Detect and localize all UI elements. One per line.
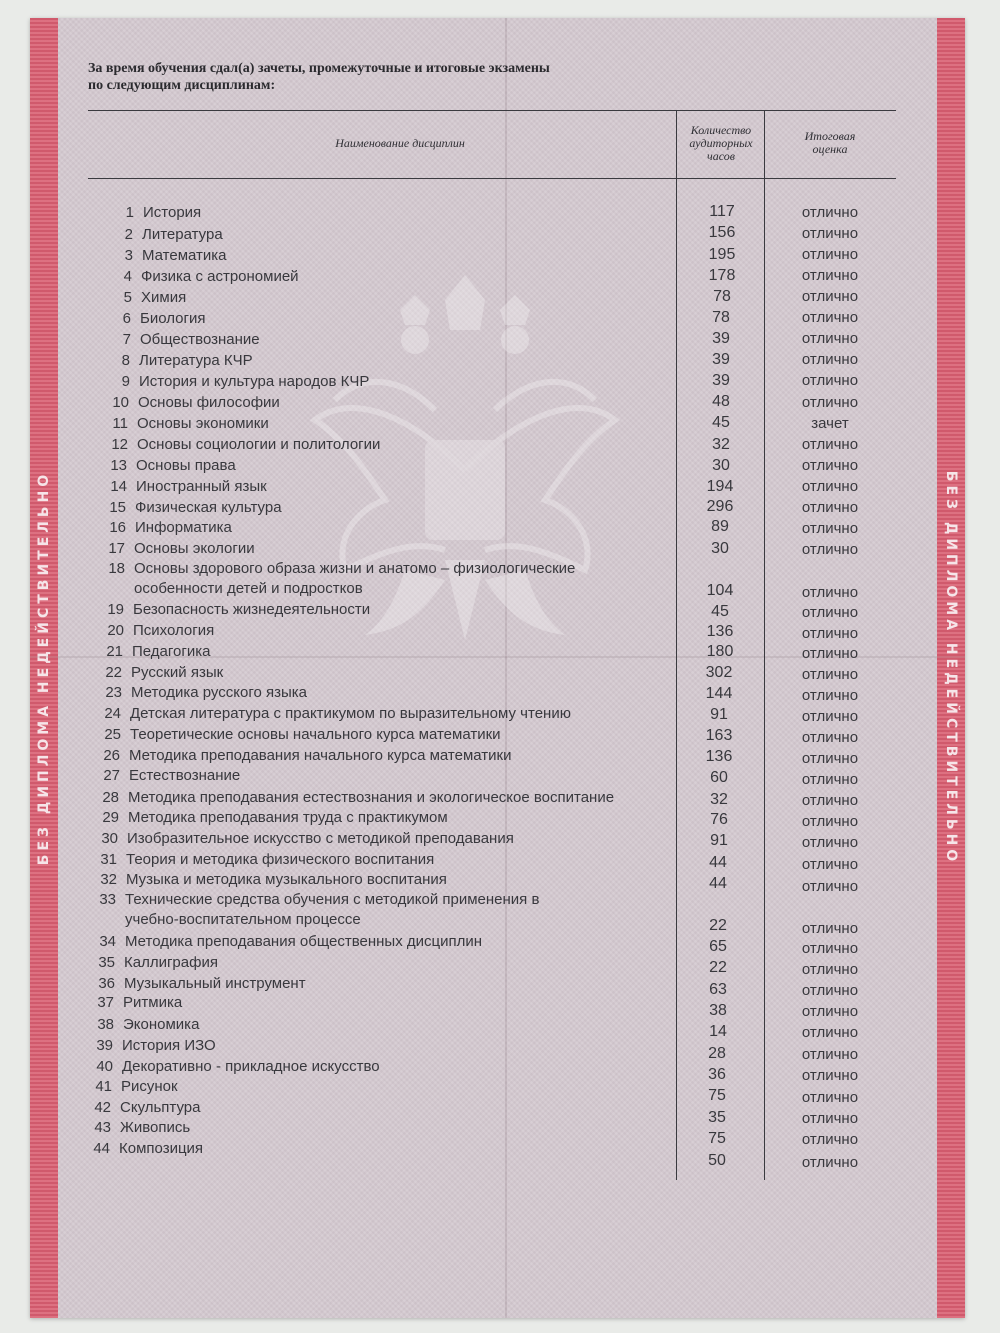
column-header-discipline: Наименование дисциплин <box>335 136 465 150</box>
hours-value: 296 <box>706 498 734 515</box>
grade-value: отлично <box>801 982 859 999</box>
hours-value: 44 <box>709 875 727 892</box>
hours-value: 156 <box>708 224 736 241</box>
row-number: 21 <box>106 643 123 660</box>
discipline-name: Педагогика <box>132 643 211 660</box>
row-number: 36 <box>98 975 115 992</box>
hours-value: 178 <box>708 267 736 284</box>
hours-value: 302 <box>705 664 733 681</box>
right-stripe-text: БЕЗ ДИПЛОМА НЕДЕЙСТВИТЕЛЬНО <box>943 470 959 866</box>
discipline-name: Декоративно - прикладное искусство <box>122 1058 380 1075</box>
row-number: 6 <box>122 310 131 327</box>
discipline-name: Каллиграфия <box>124 954 218 971</box>
grade-value: отлично <box>801 878 859 895</box>
row-number: 5 <box>123 289 132 306</box>
grade-value: отлично <box>801 1110 859 1127</box>
grade-value: отлично <box>801 1003 859 1020</box>
grade-value: отлично <box>801 792 859 809</box>
grade-value: отлично <box>801 813 859 830</box>
discipline-name: Основы экономики <box>137 415 269 432</box>
grade-value: отлично <box>801 309 859 326</box>
grade-value: отлично <box>801 394 859 411</box>
grade-value: отлично <box>801 834 859 851</box>
grade-value: отлично <box>801 856 859 873</box>
hours-value: 78 <box>712 309 730 326</box>
discipline-name: Иностранный язык <box>136 478 267 495</box>
discipline-name: Композиция <box>119 1140 204 1157</box>
row-number: 20 <box>107 622 124 639</box>
grade-value: отлично <box>801 499 859 516</box>
column-header-grade: Итоговая оценка <box>804 129 856 156</box>
hours-value: 14 <box>709 1023 727 1040</box>
discipline-name: Безопасность жизнедеятельности <box>133 601 371 618</box>
hours-value: 104 <box>706 582 734 599</box>
grade-value: отлично <box>801 1089 859 1106</box>
row-number: 44 <box>93 1140 110 1157</box>
grade-value: отлично <box>801 267 859 284</box>
row-number: 19 <box>107 601 124 618</box>
discipline-name: Основы права <box>136 457 236 474</box>
discipline-name: Естествознание <box>129 767 241 784</box>
discipline-name: Скульптура <box>120 1099 201 1116</box>
discipline-name: Музыкальный инструмент <box>124 975 306 992</box>
discipline-name: Основы здорового образа жизни и анатомо – физиологические <box>134 560 576 577</box>
hours-value: 117 <box>709 203 735 220</box>
hours-value: 60 <box>710 769 728 786</box>
grade-value: отлично <box>801 372 859 389</box>
row-number: 33 <box>99 891 116 908</box>
row-number: 18 <box>108 560 125 577</box>
hours-value: 22 <box>709 917 727 934</box>
grade-value: отлично <box>801 457 859 474</box>
discipline-name: Химия <box>141 289 187 306</box>
grade-value: отлично <box>801 750 859 767</box>
grade-value: отлично <box>801 436 859 453</box>
row-number: 7 <box>122 331 131 348</box>
grade-value: отлично <box>801 584 859 601</box>
row-number: 27 <box>103 767 120 784</box>
discipline-name: Технические средства обучения с методикой применения в <box>125 891 540 908</box>
row-number: 1 <box>125 204 134 221</box>
discipline-name: Основы социологии и политологии <box>137 436 381 453</box>
grade-value: отлично <box>801 729 859 746</box>
discipline-name: Музыка и методика музыкального воспитания <box>126 871 447 888</box>
hours-value: 91 <box>710 832 728 849</box>
grade-value: отлично <box>801 961 859 978</box>
grade-value: отлично <box>801 920 859 937</box>
heading-line-1: За время обучения сдал(а) зачеты, промежуточные и итоговые экзамены <box>88 61 550 76</box>
column-header-hours: Количество аудиторных часов <box>689 123 753 163</box>
row-number: 37 <box>97 994 114 1011</box>
grade-value: отлично <box>801 666 859 683</box>
hours-value: 78 <box>713 288 731 305</box>
grade-value: отлично <box>801 1154 859 1171</box>
hours-value: 89 <box>711 518 729 535</box>
discipline-name: Методика преподавания общественных дисциплин <box>125 933 483 950</box>
row-number: 26 <box>103 747 120 764</box>
hours-value: 194 <box>706 478 734 495</box>
grade-value: отлично <box>801 604 859 621</box>
discipline-name: История <box>143 204 202 221</box>
grade-value: отлично <box>801 645 859 662</box>
grade-value: отлично <box>801 708 859 725</box>
discipline-name: Теоретические основы начального курса математики <box>130 726 501 743</box>
row-number: 8 <box>121 352 130 369</box>
hours-value: 75 <box>708 1130 726 1147</box>
row-number: 24 <box>104 705 121 722</box>
discipline-name: Литература <box>142 226 223 243</box>
hours-value: 76 <box>710 811 728 828</box>
hours-value: 163 <box>705 727 733 744</box>
row-number: 41 <box>95 1078 112 1095</box>
grade-value: отлично <box>801 687 859 704</box>
hours-value: 136 <box>705 748 733 765</box>
hours-value: 91 <box>710 706 728 723</box>
discipline-name: Физика с астрономией <box>141 268 299 285</box>
row-number: 16 <box>109 519 126 536</box>
row-number: 23 <box>105 684 122 701</box>
discipline-name: Основы экологии <box>134 540 255 557</box>
hours-value: 39 <box>712 351 730 368</box>
discipline-name: Физическая культура <box>135 499 282 516</box>
row-number: 40 <box>96 1058 113 1075</box>
discipline-name: Экономика <box>123 1016 200 1033</box>
grade-value: зачет <box>811 415 849 432</box>
discipline-name: Информатика <box>135 519 232 536</box>
row-number: 2 <box>124 226 133 243</box>
grade-value: отлично <box>801 288 859 305</box>
hours-value: 63 <box>709 981 727 998</box>
grade-value: отлично <box>801 1024 859 1041</box>
grade-value: отлично <box>801 1131 859 1148</box>
discipline-name: Русский язык <box>131 664 224 681</box>
hours-value: 180 <box>706 643 734 660</box>
discipline-name: Методика русского языка <box>131 684 308 701</box>
grade-value: отлично <box>801 625 859 642</box>
discipline-name: Ритмика <box>123 994 183 1011</box>
discipline-name: учебно-воспитательном процессе <box>125 911 361 928</box>
row-number: 3 <box>124 247 133 264</box>
row-number: 42 <box>94 1099 111 1116</box>
row-number: 31 <box>100 851 117 868</box>
row-number: 38 <box>97 1016 114 1033</box>
grade-value: отлично <box>801 246 859 263</box>
grade-value: отлично <box>801 351 859 368</box>
grade-value: отлично <box>801 225 859 242</box>
hours-value: 45 <box>711 603 729 620</box>
grade-value: отлично <box>801 1046 859 1063</box>
hours-value: 22 <box>709 959 727 976</box>
grade-value: отлично <box>801 771 859 788</box>
row-number: 14 <box>110 478 127 495</box>
row-number: 35 <box>98 954 115 971</box>
grade-value: отлично <box>801 204 859 221</box>
discipline-name: Методика преподавания начального курса математики <box>129 747 512 764</box>
hours-value: 28 <box>708 1045 726 1062</box>
left-stripe-text: БЕЗ ДИПЛОМА НЕДЕЙСТВИТЕЛЬНО <box>36 470 52 866</box>
hours-value: 39 <box>712 372 730 389</box>
hours-value: 39 <box>712 330 730 347</box>
grade-value: отлично <box>801 541 859 558</box>
discipline-name: История и культура народов КЧР <box>139 373 370 390</box>
discipline-name: особенности детей и подростков <box>134 580 363 597</box>
discipline-name: Детская литература с практикумом по выразительному чтению <box>130 705 571 722</box>
grade-value: отлично <box>801 1067 859 1084</box>
hours-value: 48 <box>712 393 730 410</box>
heading-line-2: по следующим дисциплинам: <box>88 78 276 93</box>
hours-value: 38 <box>709 1002 727 1019</box>
hours-value: 44 <box>709 854 727 871</box>
discipline-name: Теория и методика физического воспитания <box>126 851 435 868</box>
discipline-name: Биология <box>140 310 206 327</box>
discipline-name: Литература КЧР <box>139 352 253 369</box>
row-number: 34 <box>99 933 116 950</box>
row-number: 12 <box>111 436 128 453</box>
grade-value: отлично <box>801 478 859 495</box>
row-number: 15 <box>109 499 126 516</box>
discipline-name: Методика преподавания труда с практикумом <box>128 809 448 826</box>
hours-value: 35 <box>708 1109 726 1126</box>
hours-value: 75 <box>708 1087 726 1104</box>
hours-value: 50 <box>708 1152 726 1169</box>
hours-value: 30 <box>711 540 729 557</box>
hours-value: 65 <box>709 938 727 955</box>
row-number: 25 <box>104 726 121 743</box>
row-number: 22 <box>105 664 122 681</box>
row-number: 28 <box>102 789 119 806</box>
discipline-name: Психология <box>133 622 215 639</box>
hours-value: 32 <box>712 436 730 453</box>
discipline-name: Математика <box>142 247 227 264</box>
hours-value: 136 <box>706 623 734 640</box>
discipline-name: Основы философии <box>138 394 280 411</box>
discipline-name: История ИЗО <box>122 1037 216 1054</box>
grade-value: отлично <box>801 940 859 957</box>
row-number: 10 <box>112 394 129 411</box>
row-number: 4 <box>123 268 132 285</box>
row-number: 30 <box>101 830 118 847</box>
hours-value: 144 <box>705 685 733 702</box>
discipline-name: Изобразительное искусство с методикой преподавания <box>127 830 514 847</box>
discipline-name: Живопись <box>120 1119 191 1136</box>
hours-value: 45 <box>712 414 730 431</box>
row-number: 17 <box>108 540 125 557</box>
row-number: 13 <box>110 457 127 474</box>
hours-value: 36 <box>708 1066 726 1083</box>
discipline-name: Обществознание <box>140 331 260 348</box>
row-number: 43 <box>94 1119 111 1136</box>
row-number: 32 <box>100 871 117 888</box>
discipline-name: Рисунок <box>121 1078 178 1095</box>
hours-value: 32 <box>710 791 728 808</box>
grade-value: отлично <box>801 330 859 347</box>
row-number: 39 <box>96 1037 113 1054</box>
grade-value: отлично <box>801 520 859 537</box>
hours-value: 195 <box>708 246 736 263</box>
hours-value: 30 <box>712 457 730 474</box>
row-number: 29 <box>102 809 119 826</box>
discipline-name: Методика преподавания естествознания и экологическое воспитание <box>128 789 615 806</box>
row-number: 9 <box>121 373 130 390</box>
row-number: 11 <box>112 415 128 432</box>
